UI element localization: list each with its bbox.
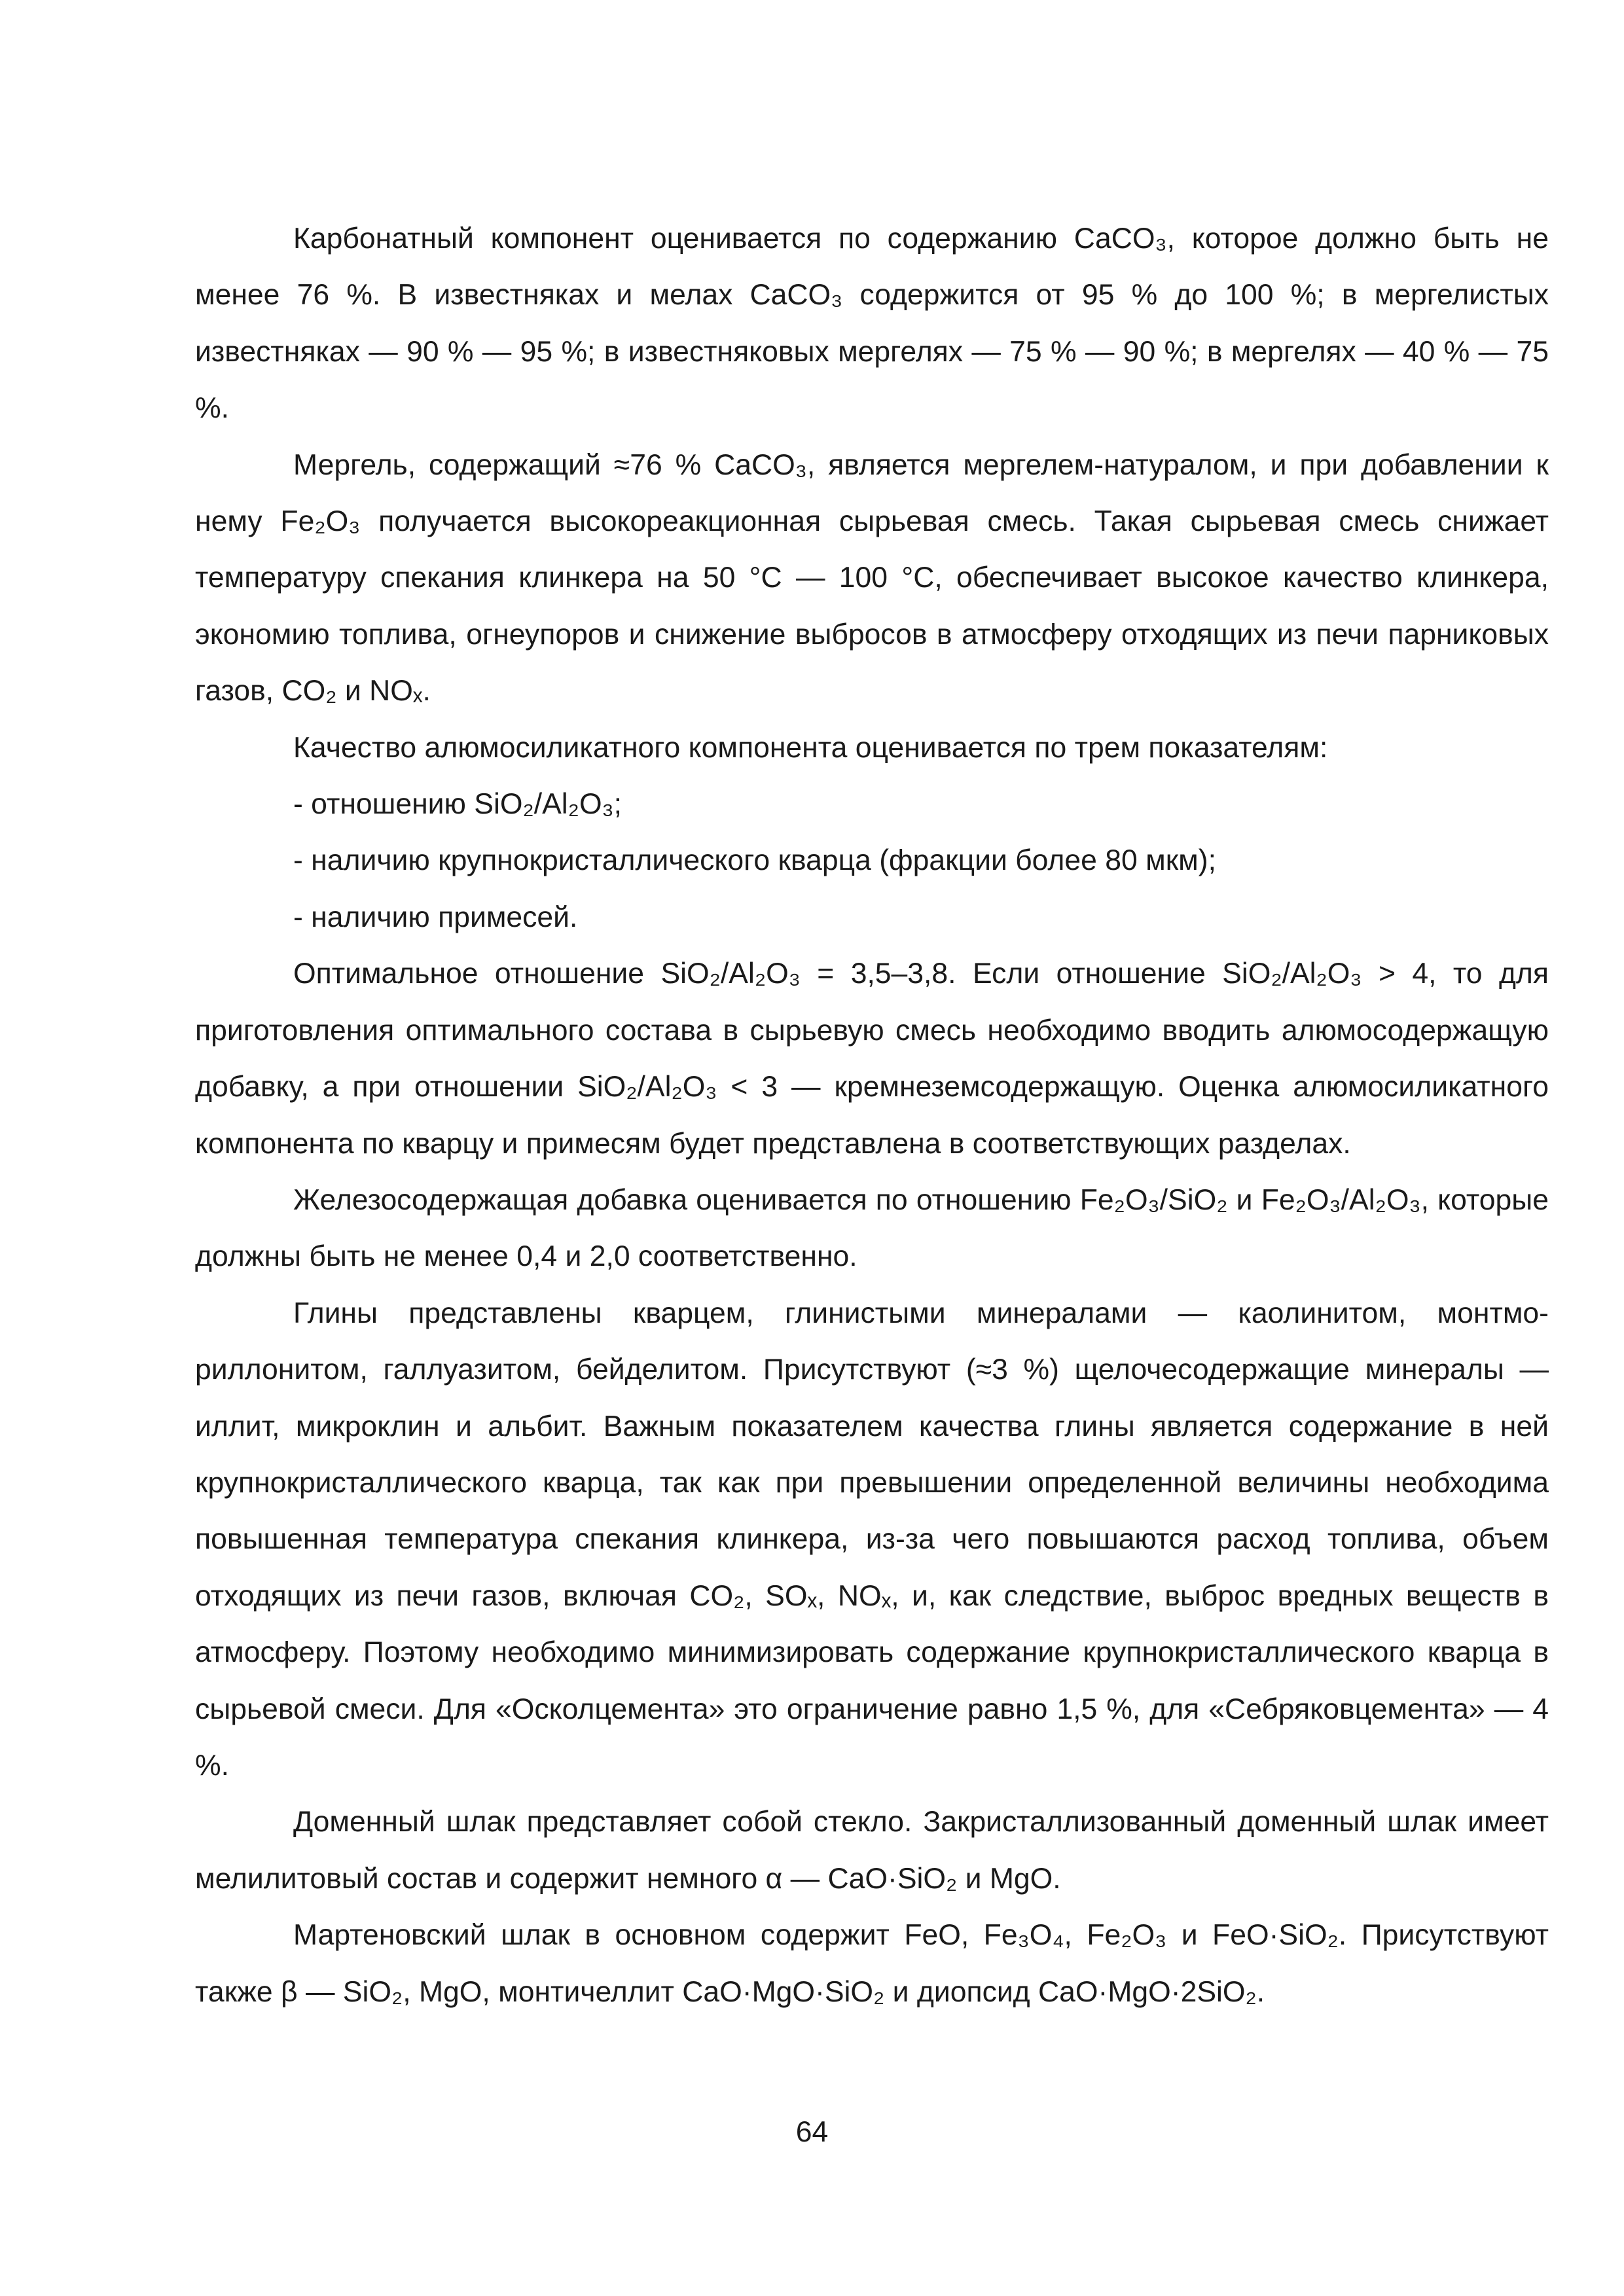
page-number: 64 [795,2116,829,2148]
body-text [195,211,1549,2020]
paragraph-iron-additive: Железосодержащая добавка оценивается по отношению Fe₂O₃/SiO₂ и Fe₂O₃/Al₂O₃, которые должны быть не менее 0,4 и 2,0 соответственно. [195,1183,1549,1273]
paragraph-optimal-ratio: Оптимальное отношение SiO₂/Al₂O₃ = 3,5–3,8. Если отношение SiO₂/Al₂O₃ > 4, то для приготовления оптимального состава в сырьевую смесь необходимо вводить алюмосодержащую добавку, а при отношении SiO₂/Al₂O₃ < 3 — кремнеземсодержащую. Оценка алюмосиликатного компонента по кварцу и примесям будет представлена в соответствующих разделах. [195,958,1549,1160]
paragraph-blast-furnace-slag: Доменный шлак представляет собой стекло. Закристаллизованный доменный шлак имеет мелилитовый состав и содержит немного α — CaO·SiO₂ и MgO. [195,1806,1549,1895]
paragraph-open-hearth-slag: Мартеновский шлак в основном содержит FeO, Fe₃O₄, Fe₂O₃ и FeO·SiO₂. Присутствуют также β — SiO₂, MgO, монтичеллит CaO·MgO·SiO₂ и диопсид CaO·MgO·2SiO₂. [195,1919,1549,2008]
paragraph-aluminosilicate-quality: Качество алюмосиликатного компонента оценивается по трем показателям: [293,731,1328,764]
paragraph-clays: Глины представлены кварцем, глинистыми минералами — каолинитом, монтмориллонитом, галлуазитом, бейделитом. Присутствуют (≈3 %) щелочесодержащие минералы — иллит, микроклин и альбит. Важным показателем качества глины является содержание в ней крупнокристаллического кварца, так как при превышении определенной величины необходима повышенная температура спекания клинкера, из-за чего повышаются расход топлива, объем отходящих из печи газов, включая CO₂, SOₓ, NOₓ, и, как следствие, выброс вредных веществ в атмосферу. Поэтому необходимо минимизировать содержание крупнокристаллического кварца в сырьевой смеси. Для «Осколцемента» это ограничение равно 1,5 %, для «Себряковцемента» — 4 %. [195,1297,1549,1782]
list-item-impurities: - наличию примесей. [293,901,578,933]
paragraph-carbonate-component: Карбонатный компонент оценивается по содержанию CaCO₃, которое должно быть не менее 76 %. В известняках и мелах CaCO₃ содержится от 95 % до 100 %; в мергелистых известняках — 90 % — 95 %; в известняковых мергелях — 75 % — 90 %; в мергелях — 40 % — 75 %. [195,223,1549,425]
list-item-sio2-al2o3-ratio: - отношению SiO₂/Al₂O₃; [293,788,623,821]
paragraph-marl: Мергель, содержащий ≈76 % CaCO₃, является мергелем-натуралом, и при добавлении к нему Fe₂O₃ получается высокореакционная сырьевая смесь. Такая сырьевая смесь снижает температуру спекания клинкера на 50 °C — 100 °C, обеспечивает высокое качество клинкера, экономию топлива, огнеупоров и снижение выбросов в атмосферу отходящих из печи парниковых газов, CO₂ и NOₓ. [195,448,1549,708]
list-item-coarse-quartz: - наличию крупнокристаллического кварца (фракции более 80 мкм); [293,844,1216,877]
